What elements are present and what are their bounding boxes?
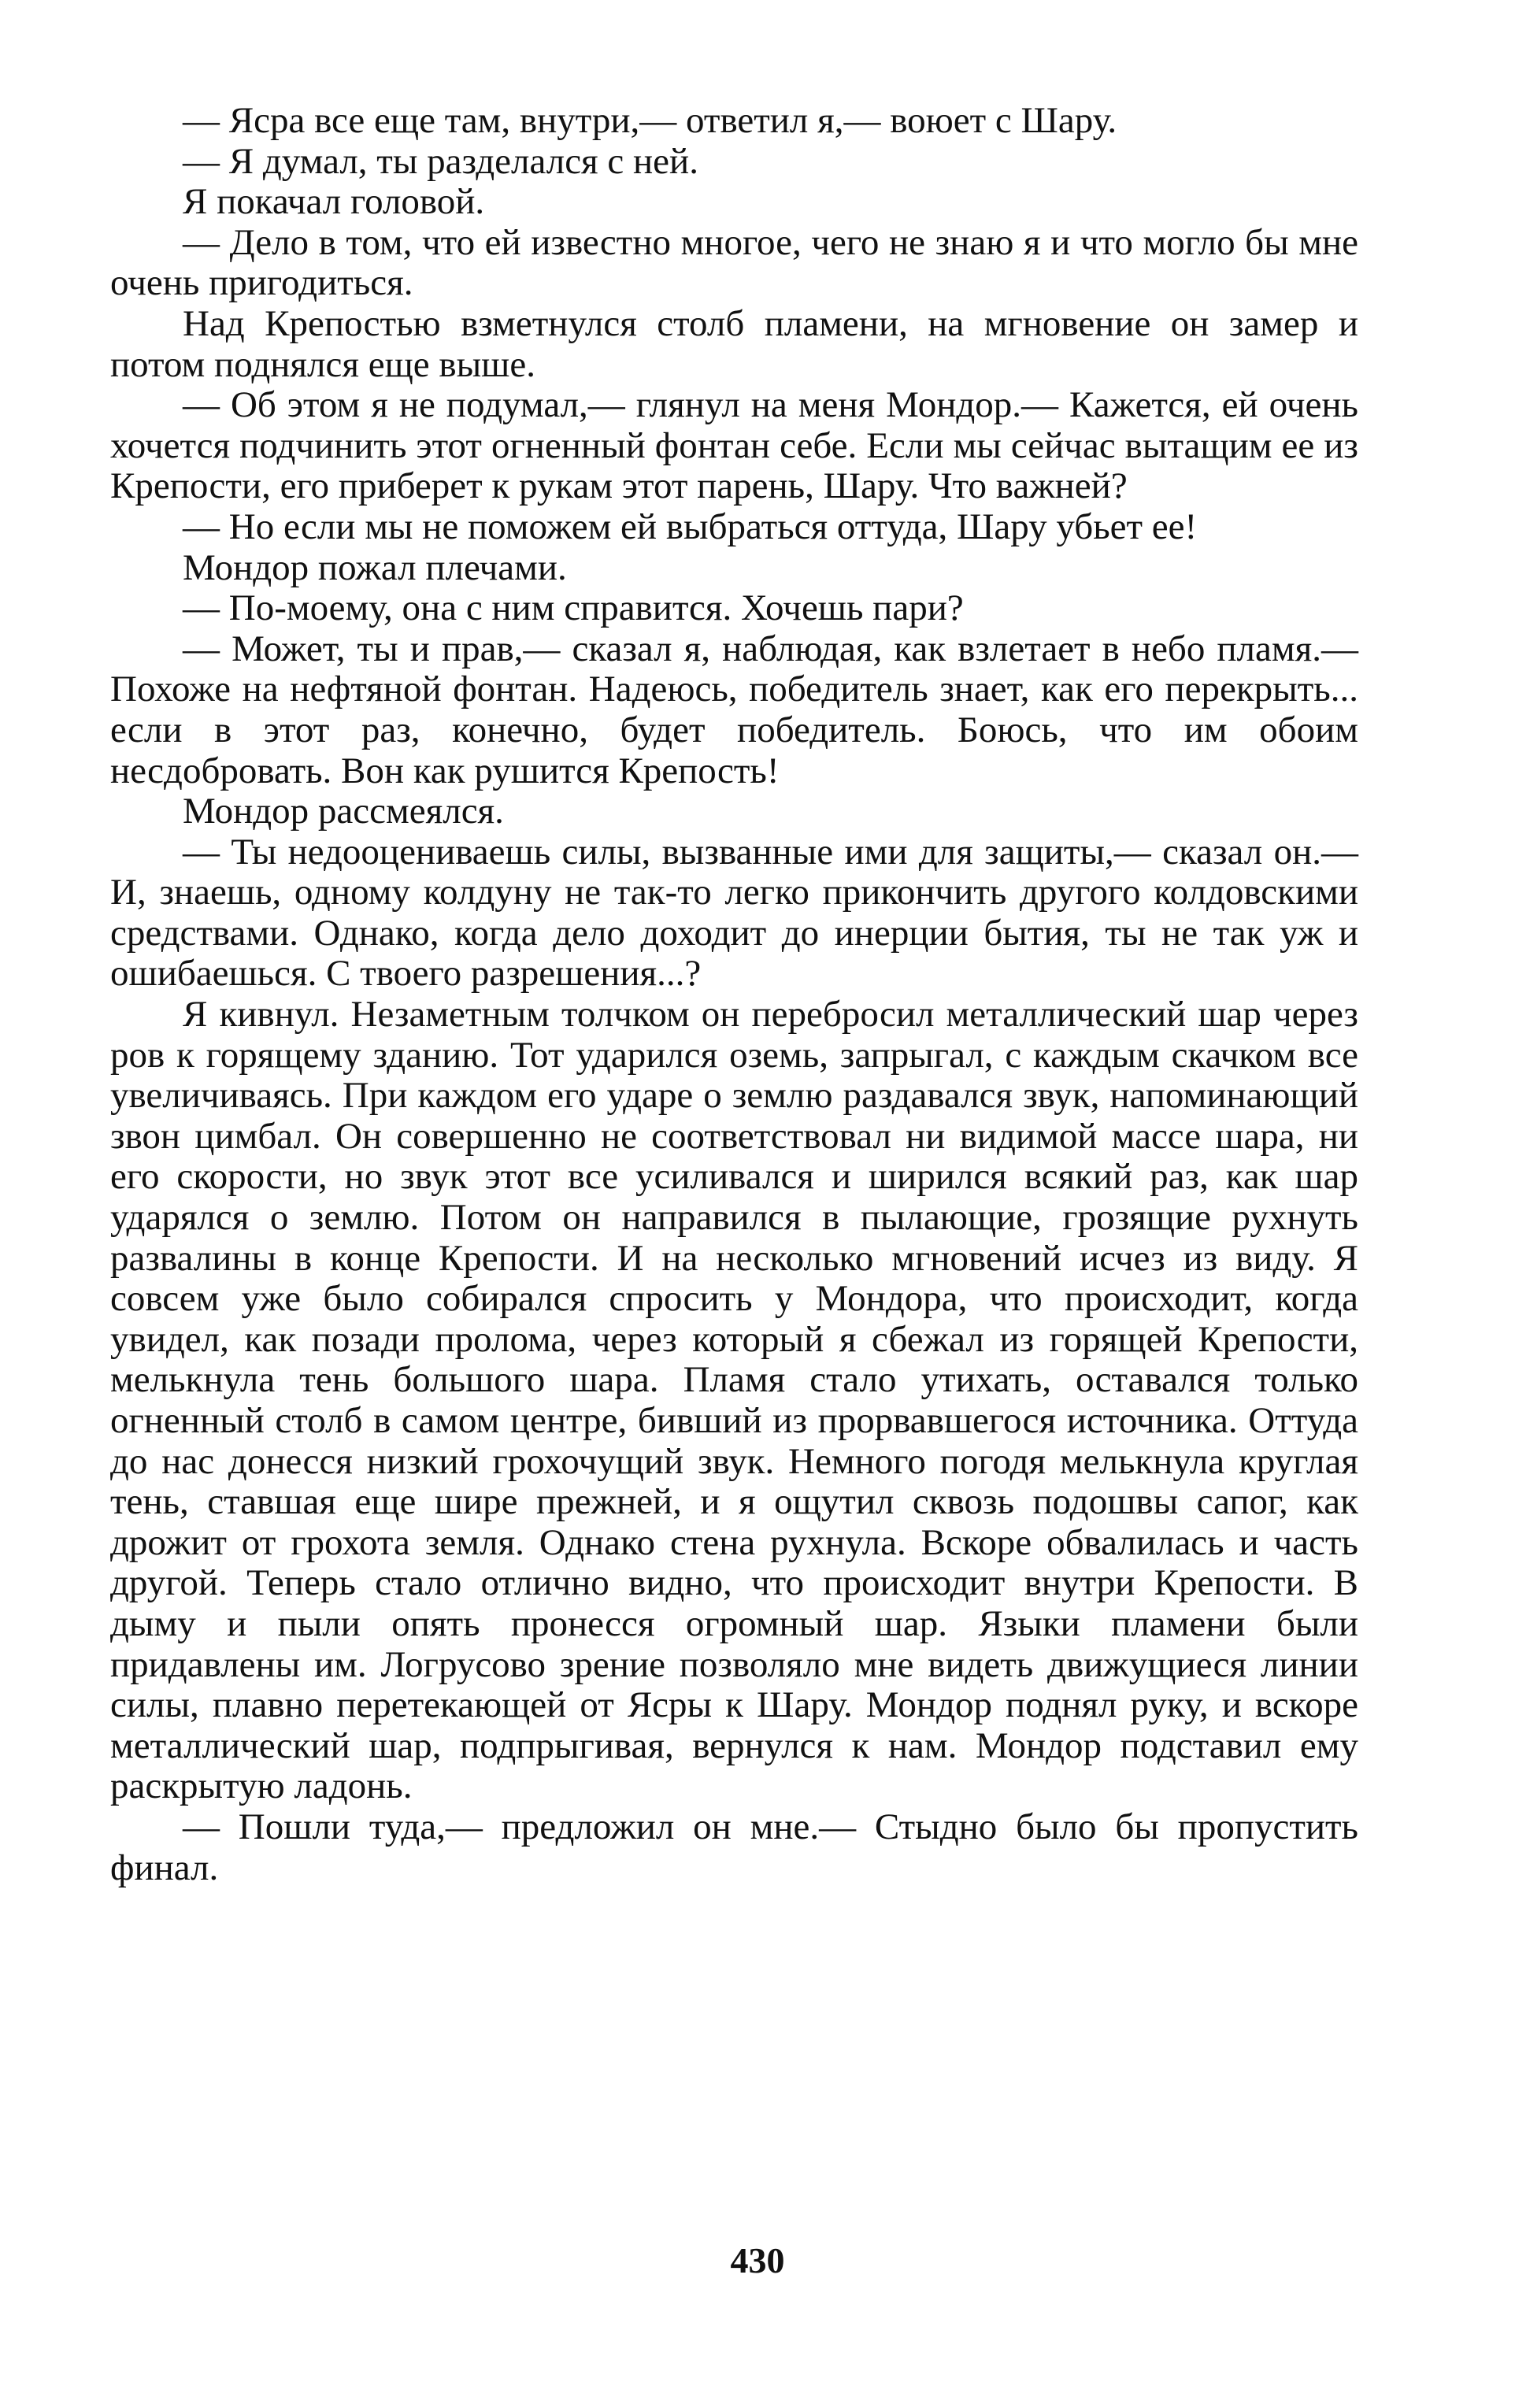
paragraph: — Я думал, ты разделался с ней. [183,140,698,182]
paragraph: — Может, ты и прав,— сказал я, наблюдая, как взлетает в небо пламя.— Похоже на нефтяной фонтан. Надеюсь, победитель знает, как его перекрыть... если в этот раз, конечно, будет победитель. Боюсь, что им обоим несдобровать. Вон как рушится Крепость! [110,628,1358,791]
paragraph: Я покачал головой. [183,181,485,223]
paragraph: Мондор рассмеялся. [183,791,504,832]
paragraph: — По-моему, она с ним справится. Хочешь пари? [183,587,964,629]
paragraph: Я кивнул. Незаметным толчком он перебросил металлический шар через ров к горящему зданию. Тот ударился оземь, запрыгал, с каждым скачком все увеличиваясь. При каждом его ударе о землю раздавался звук, напоминающий звон цимбал. Он совершенно не соответствовал ни видимой массе шара, ни его скорости, но звук этот все усиливался и ширился всякий раз, как шар ударялся о землю. Потом он направился в пылающие, грозящие рухнуть развалины в конце Крепости. И на несколько мгновений исчез из виду. Я совсем уже было собирался спросить у Мондора, что происходит, когда увидел, как позади пролома, через который я сбежал из горящей Крепости, мелькнула тень большого шара. Пламя стало утихать, оставался только огненный столб в самом центре, бивший из прорвавшегося источника. Оттуда до нас донесся низкий грохочущий звук. Немного погодя мелькнула круглая тень, ставшая еще шире прежней, и я ощутил сквозь подошвы сапог, как дрожит от грохота земля. Однако стена рухнула. Вскоре обвалилась и часть другой. Теперь стало отлично видно, что происходит внутри Крепости. В дыму и пыли опять пронесся огромный шар. Языки пламени были придавлены им. Логрусово зрение позволяло мне видеть движущиеся линии силы, плавно перетекающей от Ясры к Шару. Мондор поднял руку, и вскоре металлический шар, подпрыгивая, вернулся к нам. Мондор подставил ему раскрытую ладонь. [110,994,1358,1807]
paragraph: — Об этом я не подумал,— глянул на меня Мондор.— Кажется, ей очень хочется подчинить этот огненный фонтан себе. Если мы сейчас вытащим ее из Крепости, его приберет к рукам этот парень, Шару. Что важней? [110,384,1358,507]
paragraph: Над Крепостью взметнулся столб пламени, на мгновение он замер и потом поднялся еще выше. [110,302,1358,385]
page-number: 430 [730,2240,785,2280]
book-page-text [110,101,1358,1888]
paragraph: — Пошли туда,— предложил он мне.— Стыдно было бы пропустить финал. [110,1806,1358,1888]
paragraph: — Ты недооцениваешь силы, вызванные ими для защиты,— сказал он.— И, знаешь, одному колдуну не так-то легко прикончить другого колдовскими средствами. Однако, когда дело доходит до инерции бытия, ты не так уж и ошибаешься. С твоего разрешения...? [110,831,1358,995]
paragraph: — Ясра все еще там, внутри,— ответил я,— воюет с Шару. [183,100,1117,141]
paragraph: Мондор пожал плечами. [183,546,567,588]
paragraph: — Дело в том, что ей известно многое, чего не знаю я и что могло бы мне очень пригодиться. [110,221,1358,304]
paragraph: — Но если мы не поможем ей выбраться оттуда, Шару убьет ее! [183,506,1198,547]
